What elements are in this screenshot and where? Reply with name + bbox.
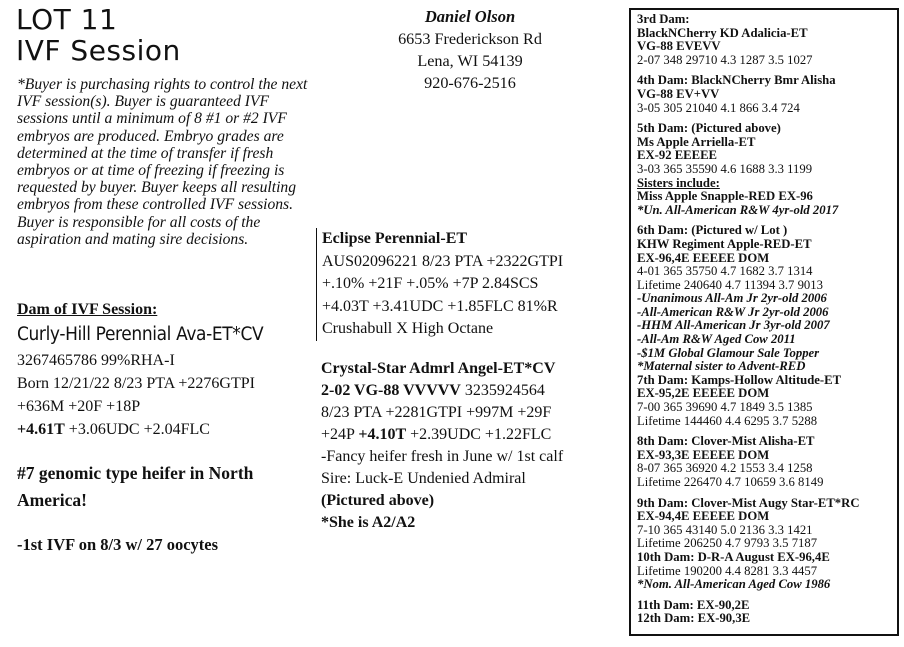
dam3-score: VG-88 EVEVV: [637, 39, 721, 54]
dam10-lifetime: Lifetime 190200 4.4 8281 3.3 4457: [637, 563, 818, 578]
dam-traits-rest: +3.06UDC +2.04FLC: [64, 421, 210, 438]
contact-street: 6653 Frederickson Rd: [398, 30, 542, 48]
dam6-award-1: -Unanimous All-Am Jr 2yr-old 2006: [637, 291, 827, 306]
dam-born: Born 12/21/22 8/23 PTA +2276GTPI: [17, 375, 255, 392]
dam5-record: 3-03 365 35590 4.6 1688 3.3 1199: [637, 161, 813, 176]
dam6-award-5: -$1M Global Glamour Sale Topper: [637, 345, 820, 360]
dam8-title: 8th Dam: Clover-Mist Alisha-ET: [637, 434, 815, 449]
dam-type-value: +4.61T: [17, 421, 65, 438]
dam6-lifetime: Lifetime 240640 4.7 11394 3.7 9013: [637, 277, 823, 292]
dam7-title: 7th Dam: Kamps-Hollow Altitude-ET: [637, 372, 842, 387]
dam10-title: 10th Dam: D-R-A August EX-96,4E: [637, 549, 830, 564]
dam5-title: 5th Dam: (Pictured above): [637, 121, 781, 136]
angel-protein: +24P: [321, 426, 359, 443]
sire-line-1: AUS02096221 8/23 PTA +2322GTPI: [322, 252, 564, 270]
sire-block: [316, 228, 622, 341]
dam6-score: EX-96,4E EEEEE DOM: [637, 250, 770, 265]
angel-line-7: *She is A2/A2: [321, 514, 416, 531]
angel-id: 3235924564: [460, 382, 545, 399]
dam9-lifetime: Lifetime 206250 4.7 9793 3.5 7187: [637, 536, 818, 551]
dam-name: Curly-Hill Perennial Ava-ET*CV: [17, 324, 264, 345]
contact-city: Lena, WI 54139: [417, 52, 523, 70]
dam6-name: KHW Regiment Apple-RED-ET: [637, 236, 812, 251]
dam10-award: *Nom. All-American Aged Cow 1986: [637, 577, 831, 592]
dam8-record: 8-07 365 36920 4.2 1553 3.4 1258: [637, 461, 813, 476]
sisters-heading: Sisters include:: [637, 175, 720, 190]
pedigree-box: [629, 8, 899, 636]
dam8-score: EX-93,3E EEEEE DOM: [637, 447, 770, 462]
dam7-record: 7-00 365 39690 4.7 1849 3.5 1385: [637, 400, 813, 415]
angel-line-4: -Fancy heifer fresh in June w/ 1st calf: [321, 448, 564, 465]
dam-id: 3267465786 99%RHA-I: [17, 352, 175, 369]
dam6-award-4: -All-Am R&W Aged Cow 2011: [637, 332, 796, 347]
sister-1: Miss Apple Snapple-RED EX-96: [637, 189, 813, 204]
dam6-award-2: -All-American R&W Jr 2yr-old 2006: [637, 304, 829, 319]
sire-line-4: Crushabull X High Octane: [322, 320, 494, 337]
dam-heading: Dam of IVF Session:: [17, 301, 158, 318]
dam12: 12th Dam: EX-90,3E: [637, 611, 751, 626]
dam4-score: VG-88 EV+VV: [637, 86, 720, 101]
dam5-score: EX-92 EEEEE: [637, 148, 718, 163]
dam5-name: Ms Apple Arriella-ET: [637, 134, 756, 149]
angel-score: 2-02 VG-88 VVVVV: [321, 382, 461, 399]
genomic-note: #7 genomic type heifer in North America!: [17, 463, 254, 510]
dam6-award-3: -HHM All-American Jr 3yr-old 2007: [637, 318, 830, 333]
angel-line-5: Sire: Luck-E Undenied Admiral: [321, 470, 526, 487]
dam11: 11th Dam: EX-90,2E: [637, 597, 750, 612]
dam4-record: 3-05 305 21040 4.1 866 3.4 724: [637, 100, 800, 115]
sire-name: Eclipse Perennial-ET: [322, 230, 468, 247]
terms-paragraph: *Buyer is purchasing rights to control the next IVF session(s). Buyer is guaranteed IVF sessions until a minimum of 8 #1 or #2 IVF embryos are produced. Embryo grades are determined at the time of transfer if fresh embryos or at time of freezing if freezing is requested by buyer. Buyer keeps all resulting embryos from these controlled IVF sessions. Buyer is responsible for all costs of the aspiration and mating sire decisions.: [17, 76, 308, 248]
angel-line-2: 8/23 PTA +2281GTPI +997M +29F: [321, 404, 552, 421]
dam3-title: 3rd Dam:: [637, 12, 690, 26]
dam9-score: EX-94,4E EEEEE DOM: [637, 509, 770, 524]
ivf-note: -1st IVF on 8/3 w/ 27 oocytes: [17, 535, 219, 554]
contact-phone: 920-676-2516: [424, 74, 516, 92]
angel-type-value: +4.10T: [358, 426, 407, 443]
dam6-title: 6th Dam: (Pictured w/ Lot ): [637, 223, 788, 238]
angel-score-line: [321, 380, 545, 402]
contact-name: Daniel Olson: [424, 7, 516, 26]
dam4-title: 4th Dam: BlackNCherry Bmr Alisha: [637, 73, 836, 88]
dam9-record: 7-10 365 43140 5.0 2136 3.3 1421: [637, 522, 813, 537]
dam-traits-1: +636M +20F +18P: [17, 398, 141, 415]
dam9-title: 9th Dam: Clover-Mist Augy Star-ET*RC: [637, 495, 860, 510]
sire-line-2: +.10% +21F +.05% +7P 2.84SCS: [322, 275, 539, 292]
lot-number: LOT 11: [16, 3, 118, 36]
dam3-name: BlackNCherry KD Adalicia-ET: [637, 25, 808, 40]
dam6-record: 4-01 365 35750 4.7 1682 3.7 1314: [637, 264, 813, 279]
contact-block: [366, 6, 574, 94]
sire-line-3: +4.03T +3.41UDC +1.85FLC 81%R: [322, 297, 558, 315]
sister-1-award: *Un. All-American R&W 4yr-old 2017: [637, 202, 839, 217]
dam8-lifetime: Lifetime 226470 4.7 10659 3.6 8149: [637, 475, 824, 489]
dam3-record: 2-07 348 29710 4.3 1287 3.5 1027: [637, 52, 813, 67]
session-title: IVF Session: [16, 34, 181, 67]
dam7-score: EX-95,2E EEEEE DOM: [637, 386, 770, 401]
dam7-lifetime: Lifetime 144460 4.4 6295 3.7 5288: [637, 413, 818, 428]
dam6-award-6: *Maternal sister to Advent-RED: [637, 359, 806, 374]
angel-line-6: (Pictured above): [321, 492, 435, 509]
lot-title: [16, 4, 181, 66]
angel-line-3: [321, 424, 551, 446]
angel-name: Crystal-Star Admrl Angel-ET*CV: [321, 360, 556, 377]
dam-traits-2: [17, 419, 210, 441]
angel-line-3-rest: +2.39UDC +1.22FLC: [406, 426, 552, 443]
